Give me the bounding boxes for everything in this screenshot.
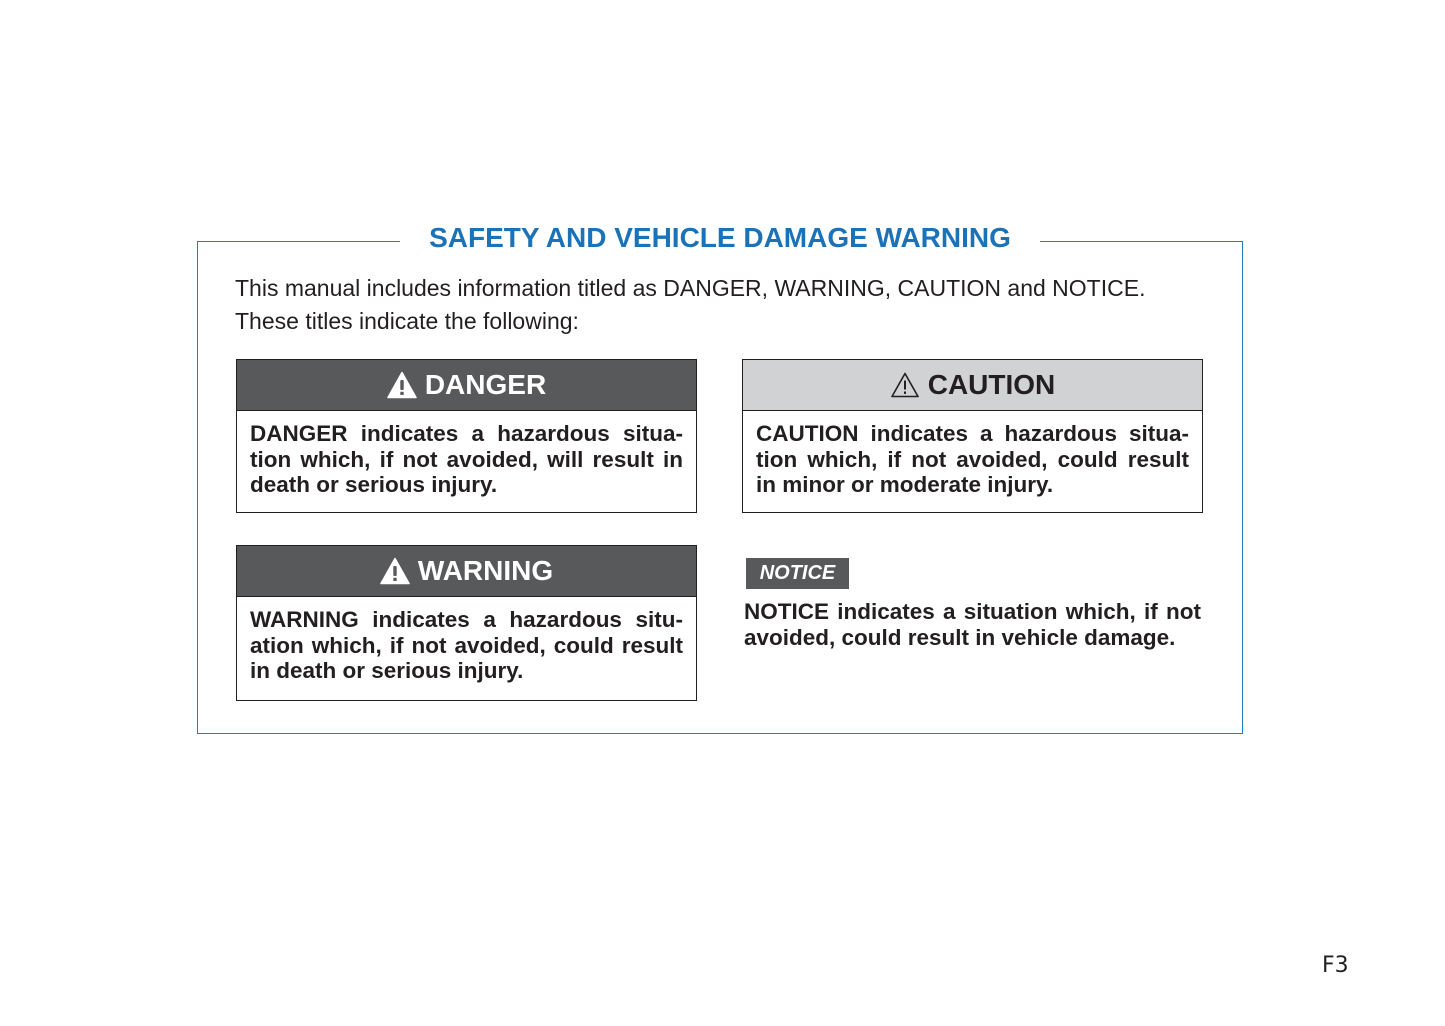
- danger-text: DANGER indicates a hazardous situation which, if not avoided, will result in death or serious injury.: [250, 421, 683, 497]
- warning-triangle-icon: [387, 371, 417, 399]
- intro-line-1: This manual includes information titled as DANGER, WARNING, CAUTION and NOTICE.: [235, 275, 1146, 301]
- caution-text: CAUTION indicates a hazardous situation which, if not avoided, could result in minor or moderate injury.: [756, 421, 1189, 497]
- section-title: SAFETY AND VEHICLE DAMAGE WARNING: [400, 218, 1040, 258]
- caution-header: [743, 360, 1202, 411]
- page-number: F3: [1322, 953, 1349, 978]
- danger-box: [236, 359, 697, 513]
- warning-label: WARNING: [417, 555, 554, 586]
- notice-badge: NOTICE: [746, 558, 849, 589]
- warning-triangle-icon: [380, 557, 410, 585]
- danger-label: DANGER: [424, 369, 547, 400]
- warning-triangle-outline-icon: [890, 371, 920, 399]
- warning-header: [237, 546, 696, 597]
- caution-box: [742, 359, 1203, 513]
- warning-box: [236, 545, 697, 701]
- intro-text: [235, 272, 1205, 337]
- intro-line-2: These titles indicate the following:: [235, 307, 579, 334]
- danger-description: [237, 411, 696, 498]
- warning-text: WARNING indicates a hazardous situation which, if not avoided, could result in death or serious injury.: [250, 607, 683, 683]
- warning-description: [237, 597, 696, 684]
- notice-description: [744, 599, 1201, 650]
- caution-label: CAUTION: [927, 369, 1056, 400]
- danger-header: [237, 360, 696, 411]
- caution-description: [743, 411, 1202, 498]
- notice-text: NOTICE indicates a situation which, if not avoided, could result in vehicle damage.: [744, 599, 1201, 650]
